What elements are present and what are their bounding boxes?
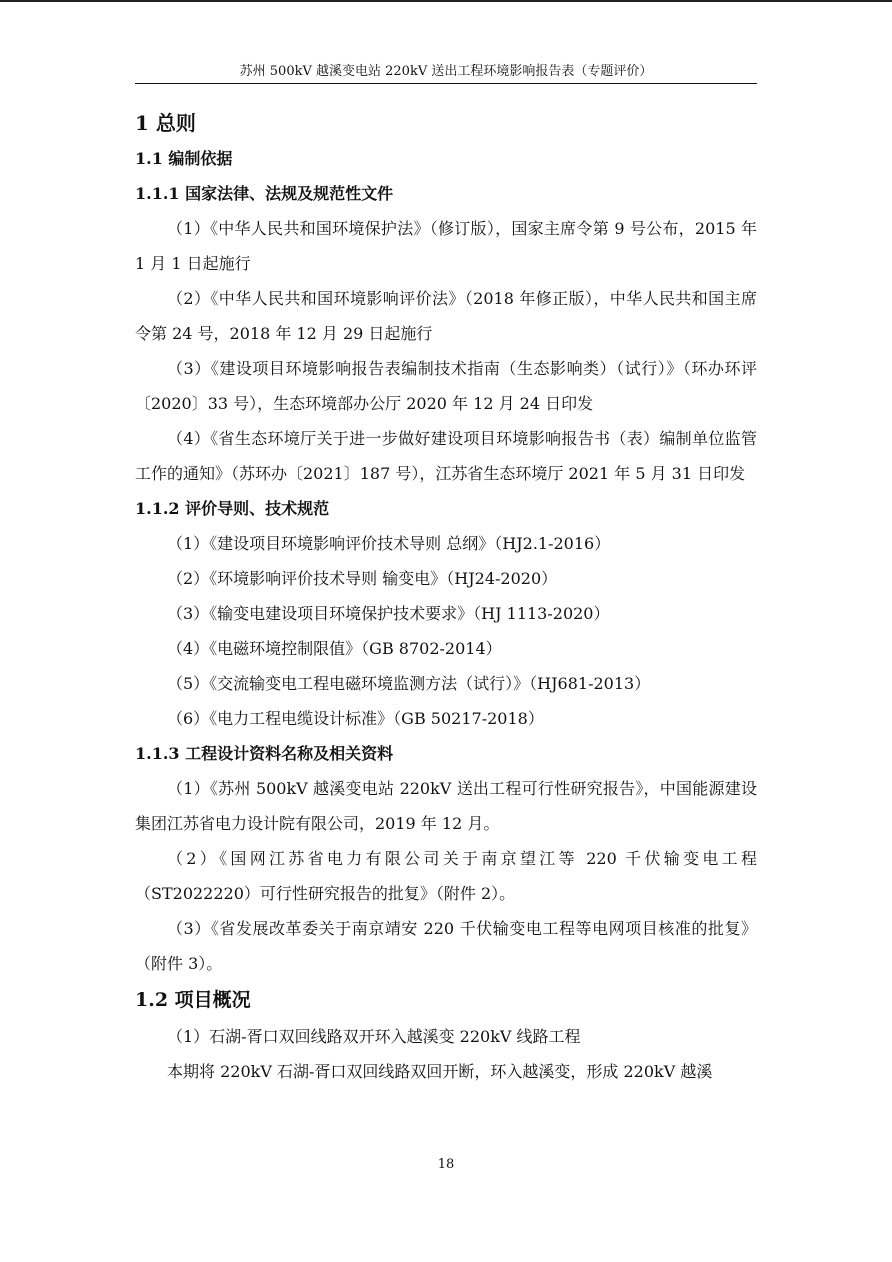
section-heading-1-1-1: 1.1.1 国家法律、法规及规范性文件	[135, 184, 394, 203]
paragraph: （1）《中华人民共和国环境保护法》（修订版），国家主席令第 9 号公布，2015 年 1 月 1 日起施行	[135, 219, 757, 273]
paragraph: （4）《省生态环境厅关于进一步做好建设项目环境影响报告书（表）编制单位监管工作的通知》（苏环办〔2021〕187 号），江苏省生态环境厅 2021 年 5 月 31 日印发	[135, 429, 757, 483]
header-rule	[135, 83, 757, 84]
list-item: （3）《输变电建设项目环境保护技术要求》（HJ 1113-2020）	[167, 604, 610, 623]
list-item: （2）《环境影响评价技术导则 输变电》（HJ24-2020）	[167, 569, 558, 588]
section-heading-1-1: 1.1 编制依据	[135, 149, 233, 168]
document-body	[135, 105, 757, 1089]
list-item: （4）《电磁环境控制限值》（GB 8702-2014）	[167, 639, 502, 658]
section-heading-1-1-3: 1.1.3 工程设计资料名称及相关资料	[135, 744, 394, 763]
section-heading-1-2: 1.2 项目概况	[135, 989, 251, 1011]
section-heading-1: 1 总则	[135, 111, 196, 135]
section-heading-1-1-2: 1.1.2 评价导则、技术规范	[135, 499, 330, 518]
list-item: （1）《建设项目环境影响评价技术导则 总纲》（HJ2.1-2016）	[167, 534, 611, 553]
paragraph: （3）《建设项目环境影响报告表编制技术指南（生态影响类）（试行）》（环办环评〔2020〕33 号），生态环境部办公厅 2020 年 12 月 24 日印发	[135, 359, 757, 413]
list-item: （6）《电力工程电缆设计标准》（GB 50217-2018）	[167, 709, 544, 728]
page-header: 苏州 500kV 越溪变电站 220kV 送出工程环境影响报告表（专题评价）	[239, 64, 653, 79]
list-item: （5）《交流输变电工程电磁环境监测方法（试行）》（HJ681-2013）	[167, 674, 651, 693]
paragraph: （2）《中华人民共和国环境影响评价法》（2018 年修正版），中华人民共和国主席令第 24 号，2018 年 12 月 29 日起施行	[135, 289, 757, 343]
page-number: 18	[437, 1157, 455, 1172]
top-border	[0, 0, 892, 2]
paragraph: 本期将 220kV 石湖-胥口双回线路双回开断，环入越溪变，形成 220kV 越溪	[167, 1062, 713, 1081]
paragraph: （1）《苏州 500kV 越溪变电站 220kV 送出工程可行性研究报告》，中国能源建设集团江苏省电力设计院有限公司，2019 年 12 月。	[135, 779, 757, 833]
paragraph: （3）《省发展改革委关于南京靖安 220 千伏输变电工程等电网项目核准的批复》（附件 3）。	[135, 919, 757, 973]
paragraph: （1）石湖-胥口双回线路双开环入越溪变 220kV 线路工程	[167, 1027, 581, 1046]
paragraph: （2）《国网江苏省电力有限公司关于南京望江等 220 千伏输变电工程（ST2022220）可行性研究报告的批复》（附件 2）。	[135, 849, 757, 903]
